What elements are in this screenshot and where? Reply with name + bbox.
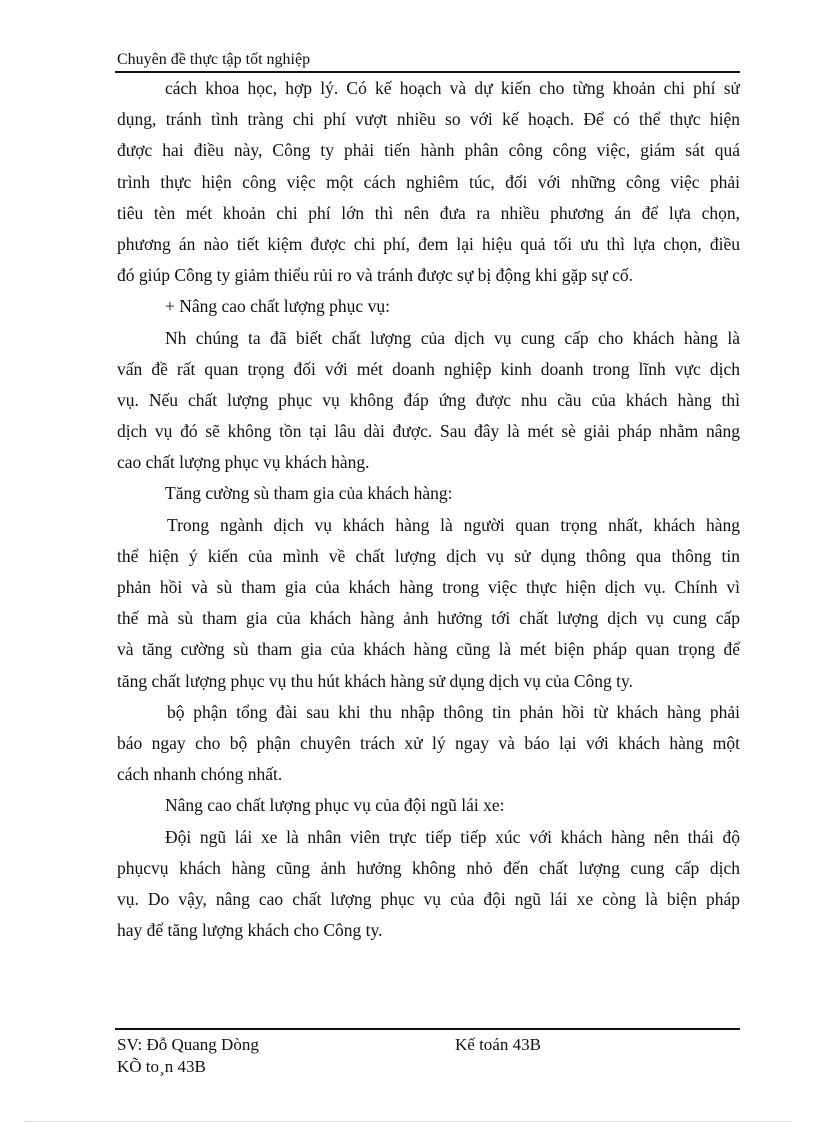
text-line: cách nhanh chóng nhất. xyxy=(117,764,283,785)
text-line: trình thực hiện công việc một cách nghiêm túc, đối với những công việc phải xyxy=(117,171,740,192)
text-line: Trong ngành dịch vụ khách hàng là người quan trọng nhất, khách hàng xyxy=(167,514,740,535)
footer-class-left: KÕ to¸n 43B xyxy=(117,1057,206,1076)
text-line: vụ. Do vậy, nâng cao chất lượng phục vụ của đội ngũ lái xe còng là biện pháp xyxy=(117,888,740,909)
text-line: được hai điều này, Công ty phải tiến hành phân công công việc, giám sát quá xyxy=(117,140,740,161)
text-line: cách khoa học, hợp lý. Có kế hoạch và dự kiến cho từng khoản chi phí sử xyxy=(165,78,740,98)
footer-divider xyxy=(115,1028,740,1030)
footer-class-right: Kế toán 43B xyxy=(455,1035,541,1054)
text-line: Nâng cao chất lượng phục vụ của đội ngũ lái xe: xyxy=(165,795,505,816)
text-line: dụng, tránh tình tràng chi phí vượt nhiều so với kế hoạch. Để có thể thực hiện xyxy=(117,109,740,130)
page-edge xyxy=(24,1121,792,1122)
text-line: Nh chúng ta đã biết chất lượng của dịch vụ cung cấp cho khách hàng là xyxy=(165,327,740,348)
text-line: phương án nào tiết kiệm được chi phí, đem lại hiệu quả tối ưu thì lựa chọn, điều xyxy=(117,233,740,254)
text-line: thể hiện ý kiến của mình về chất lượng dịch vụ sử dụng thông qua thông tin xyxy=(117,545,740,566)
text-line: phụcvụ khách hàng cũng ảnh hưởng không nhỏ đến chất lượng cung cấp dịch xyxy=(117,857,740,878)
text-line: vấn đề rất quan trọng đối với mét doanh nghiệp kinh doanh trong lĩnh vực dịch xyxy=(117,358,740,379)
text-line: đó giúp Công ty giảm thiểu rủi ro và tránh được sự bị động khi gặp sự cố. xyxy=(117,265,633,286)
text-line: và tăng cường sù tham gia của khách hàng cũng là mét biện pháp quan trọng để xyxy=(117,639,740,660)
text-line: tiêu tèn mét khoản chi phí lớn thì nên đưa ra nhiều phương án để lựa chọn, xyxy=(117,202,740,223)
text-line: báo ngay cho bộ phận chuyên trách xử lý ngay và báo lại với khách hàng một xyxy=(117,732,740,753)
footer-student-name: SV: Đỗ Quang Dòng xyxy=(117,1035,259,1054)
text-line: dịch vụ đó sẽ không tồn tại lâu dài được. Sau đây là mét sè giải pháp nhằm nâng xyxy=(117,421,740,442)
text-line: bộ phận tổng đài sau khi thu nhập thông tin phản hồi từ khách hàng phải xyxy=(167,701,740,722)
text-line: hay để tăng lượng khách cho Công ty. xyxy=(117,920,383,941)
text-line: tăng chất lượng phục vụ thu hút khách hàng sử dụng dịch vụ của Công ty. xyxy=(117,670,634,691)
page-header-title: Chuyên đề thực tập tốt nghiệp xyxy=(117,51,311,68)
text-line: Đội ngũ lái xe là nhân viên trực tiếp tiếp xúc với khách hàng nên thái độ xyxy=(165,826,740,847)
text-line: Tăng cường sù tham gia của khách hàng: xyxy=(165,483,453,504)
text-line: + Nâng cao chất lượng phục vụ: xyxy=(165,296,390,317)
text-line: phản hồi và sù tham gia của khách hàng trong việc thực hiện dịch vụ. Chính vì xyxy=(117,577,740,597)
text-line: thế mà sù tham gia của khách hàng ảnh hưởng tới chất lượng dịch vụ cung cấp xyxy=(117,608,740,629)
text-line: cao chất lượng phục vụ khách hàng. xyxy=(117,452,370,473)
document-body xyxy=(117,73,740,946)
text-line: vụ. Nếu chất lượng phục vụ không đáp ứng được nhu cầu của khách hàng thì xyxy=(117,389,740,410)
